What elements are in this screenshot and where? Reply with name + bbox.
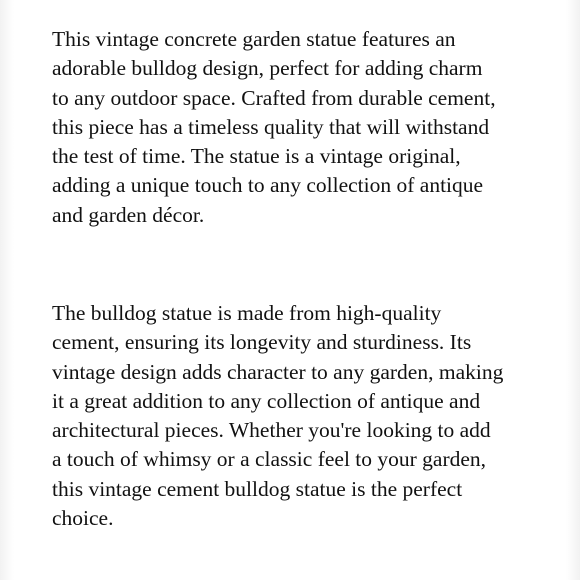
page-edge-left: [0, 0, 14, 580]
description-paragraph-2: [52, 299, 552, 533]
text-line: this vintage cement bulldog statue is the perfect: [52, 476, 463, 501]
text-line: This vintage concrete garden statue features an: [52, 27, 456, 51]
text-line: this piece has a timeless quality that will withstand: [52, 114, 490, 139]
text-line: to any outdoor space. Crafted from durable cement,: [52, 85, 496, 110]
text-line: architectural pieces. Whether you're looking to add: [52, 418, 491, 443]
text-line: a touch of whimsy or a classic feel to your garden,: [52, 447, 487, 472]
text-line: it a great addition to any collection of antique and: [52, 388, 481, 413]
text-line: the test of time. The statue is a vintage original,: [52, 144, 461, 169]
text-line: The bulldog statue is made from high-quality: [52, 301, 442, 325]
text-line: choice.: [52, 506, 114, 531]
text-line: vintage design adds character to any garden, making: [52, 359, 504, 384]
text-line: cement, ensuring its longevity and sturdiness. Its: [52, 330, 472, 355]
text-line: adorable bulldog design, perfect for adding charm: [52, 56, 483, 81]
description-paragraph-1: [52, 25, 552, 230]
page-edge-right: [566, 0, 580, 580]
text-line: and garden décor.: [52, 202, 205, 227]
text-line: adding a unique touch to any collection of antique: [52, 173, 484, 198]
